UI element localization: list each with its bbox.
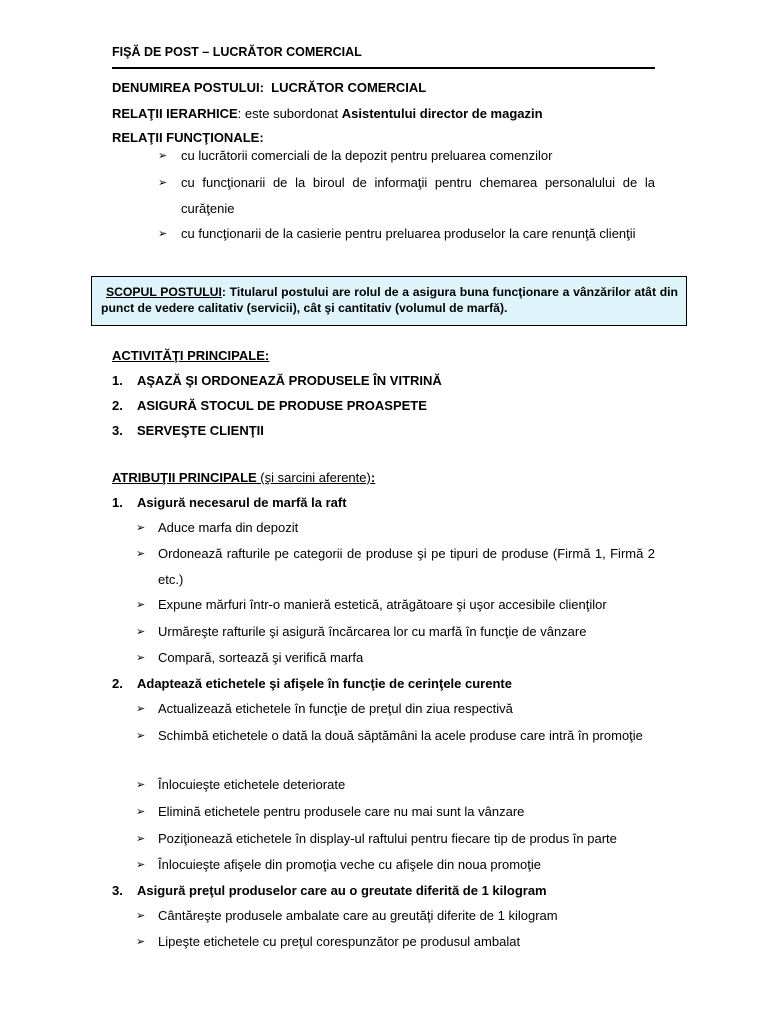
bullet-item: cu funcţionarii de la biroul de informaţii pentru chemarea personalului de la curăţenie — [181, 175, 655, 216]
activity-item — [112, 423, 264, 438]
arrow-bullet-icon: ➢ — [136, 833, 146, 845]
duty-section-title — [112, 676, 512, 691]
arrow-bullet-icon: ➢ — [136, 936, 146, 948]
bullet-item: Poziţionează etichetele în display-ul raftului pentru fiecare tip de produs în parte — [158, 831, 617, 846]
activity-text: SERVEŞTE CLIENŢII — [137, 423, 264, 438]
arrow-bullet-icon: ➢ — [136, 522, 146, 534]
bullet-item: Cântăreşte produsele ambalate care au greutăţi diferite de 1 kilogram — [158, 908, 558, 923]
job-title-line — [112, 80, 426, 95]
bullet-item: Expune mărfuri într-o manieră estetică, atrăgătoare şi uşor accesibile clienţilor — [158, 597, 607, 612]
bullet-item: Actualizează etichetele în funcţie de preţul din ziua respectivă — [158, 701, 513, 716]
activity-number: 1. — [112, 373, 123, 388]
bullet-item: cu funcţionarii de la casierie pentru preluarea produselor la care renunţă clienţii — [181, 226, 636, 241]
bullet-item: Aduce marfa din depozit — [158, 520, 299, 535]
main-duties-heading: ATRIBUŢII PRINCIPALE (şi sarcini aferente): — [112, 470, 376, 485]
arrow-bullet-icon: ➢ — [136, 806, 146, 818]
functional-relations-label: RELAŢII FUNCŢIONALE: — [112, 130, 264, 145]
activity-item — [112, 398, 427, 413]
activity-number: 3. — [112, 423, 123, 438]
duty-section-text: Asigură necesarul de marfă la raft — [137, 495, 347, 510]
arrow-bullet-icon: ➢ — [136, 599, 146, 611]
activity-text: ASIGURĂ STOCUL DE PRODUSE PROASPETE — [137, 398, 427, 413]
activity-item — [112, 373, 442, 388]
bullet-item: cu lucrătorii comerciali de la depozit pentru preluarea comenzilor — [181, 148, 553, 163]
duty-section-title — [112, 883, 547, 898]
duty-section-number: 3. — [112, 883, 123, 898]
job-title-label: DENUMIREA POSTULUI: — [112, 80, 264, 95]
duty-section-number: 2. — [112, 676, 123, 691]
bullet-item: Înlocuieşte etichetele deteriorate — [158, 777, 346, 792]
job-purpose-label: SCOPUL POSTULUI — [106, 285, 222, 299]
bullet-item: Înlocuieşte afişele din promoţia veche cu afişele din noua promoţie — [158, 857, 542, 872]
arrow-bullet-icon: ➢ — [136, 548, 146, 560]
job-title-value: LUCRĂTOR COMERCIAL — [271, 80, 427, 95]
main-activities-title: ACTIVITĂŢI PRINCIPALE: — [112, 348, 270, 363]
duty-section-title — [112, 495, 347, 510]
arrow-bullet-icon: ➢ — [136, 730, 146, 742]
bullet-item: Ordonează rafturile pe categorii de produse şi pe tipuri de produse (Firmă 1, Firmă 2 etc.) — [158, 546, 655, 587]
bullet-item: Lipeşte etichetele cu preţul corespunzător pe produsul ambalat — [158, 934, 521, 949]
bullet-item: Compară, sortează şi verifică marfa — [158, 650, 364, 665]
hierarchical-relations-value: Asistentului director de magazin — [341, 106, 543, 121]
arrow-bullet-icon: ➢ — [136, 910, 146, 922]
arrow-bullet-icon: ➢ — [136, 779, 146, 791]
duty-section-number: 1. — [112, 495, 123, 510]
hierarchical-relations-label: RELAŢII IERARHICE — [112, 106, 238, 121]
arrow-bullet-icon: ➢ — [136, 652, 146, 664]
arrow-bullet-icon: ➢ — [158, 177, 168, 189]
duty-section-text: Asigură preţul produselor care au o greutate diferită de 1 kilogram — [137, 883, 547, 898]
arrow-bullet-icon: ➢ — [136, 703, 146, 715]
hierarchical-relations-line — [112, 106, 543, 121]
duty-section-text: Adaptează etichetele şi afişele în funcţie de cerinţele curente — [137, 676, 512, 691]
main-duties-title: ATRIBUŢII PRINCIPALE — [112, 470, 257, 485]
job-purpose-text: : Titularul postului are rolul de a asigura buna funcţionare a vânzărilor atât din punct de vedere calitativ (servicii), cât şi cantitativ (volumul de marfă). — [101, 285, 678, 315]
activity-text: AŞAZĂ ŞI ORDONEAZĂ PRODUSELE ÎN VITRINĂ — [137, 373, 442, 388]
header-divider — [112, 67, 655, 69]
activity-number: 2. — [112, 398, 123, 413]
bullet-item: Schimbă etichetele o dată la două săptămâni la acele produse care intră în promoţie — [158, 728, 643, 743]
arrow-bullet-icon: ➢ — [136, 626, 146, 638]
bullet-item: Urmăreşte rafturile şi asigură încărcarea lor cu marfă în funcţie de vânzare — [158, 624, 587, 639]
job-purpose-box — [91, 276, 687, 326]
arrow-bullet-icon: ➢ — [158, 228, 168, 240]
arrow-bullet-icon: ➢ — [158, 150, 168, 162]
document-header: FIŞĂ DE POST – LUCRĂTOR COMERCIAL — [112, 45, 362, 59]
bullet-item: Elimină etichetele pentru produsele care nu mai sunt la vânzare — [158, 804, 525, 819]
hierarchical-relations-text: : este subordonat — [237, 106, 342, 121]
main-duties-subtitle: (şi sarcini aferente) — [256, 470, 371, 485]
arrow-bullet-icon: ➢ — [136, 859, 146, 871]
